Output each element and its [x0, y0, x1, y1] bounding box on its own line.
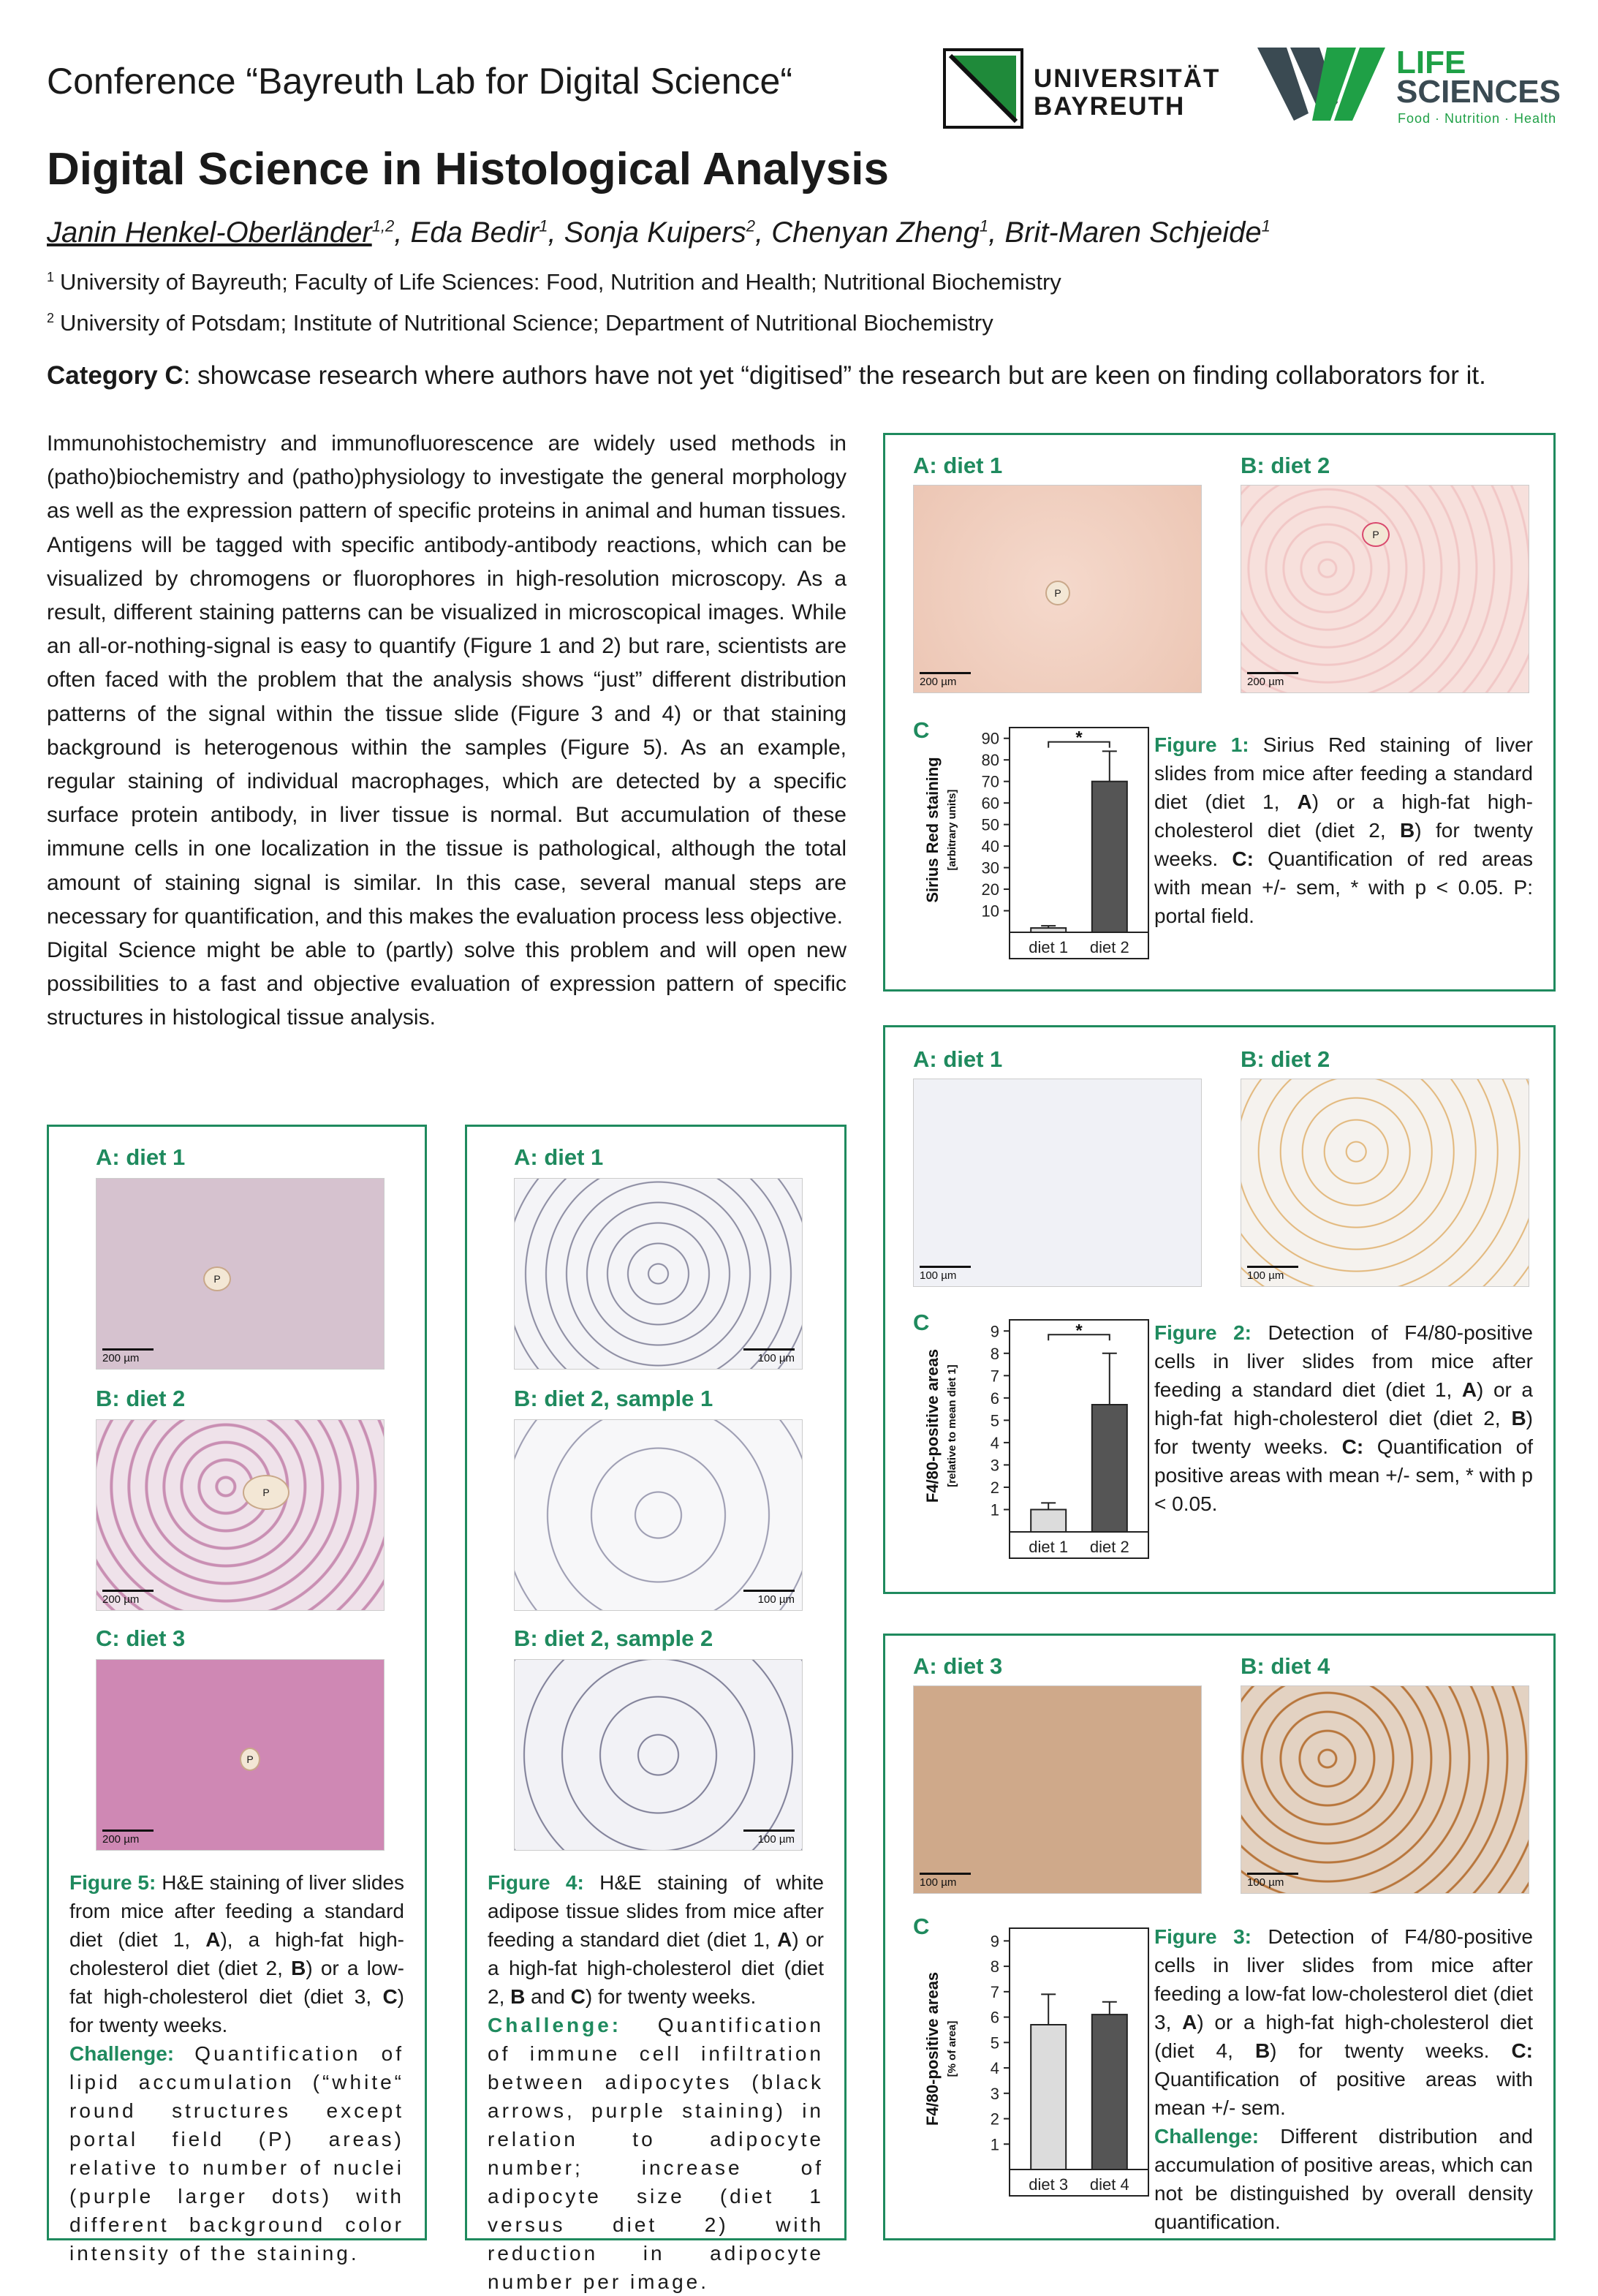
author-separator: ,: [754, 216, 772, 249]
scale-bar: 100 µm: [1247, 1876, 1284, 1889]
ls-name-1: LIFE: [1396, 45, 1466, 80]
y-tick-label: 60: [981, 794, 999, 813]
fig2-image-a: [913, 1079, 1202, 1287]
y-tick-label: 2: [990, 1478, 999, 1497]
y-tick-label: 40: [981, 837, 999, 856]
author-separator: ,: [394, 216, 411, 249]
category-label: diet 3: [1029, 2175, 1069, 2194]
affiliation-1: $^1$ University of Bayreuth; Faculty of Life Sciences: Food, Nutrition and Health; Nutritional Biochemistry: [47, 269, 1061, 295]
portal-field-marker: P: [243, 1475, 289, 1510]
fig4-label-c: B: diet 2, sample 2: [514, 1625, 713, 1651]
fig3-label-b: B: diet 4: [1241, 1653, 1330, 1679]
poster-title: Digital Science in Histological Analysis: [47, 144, 889, 195]
y-tick-label: 70: [981, 772, 999, 791]
author-name: Janin Henkel-Oberländer: [47, 216, 372, 249]
conference-title: Conference “Bayreuth Lab for Digital Science“: [47, 61, 792, 102]
y-tick-label: 30: [981, 858, 999, 877]
y-tick-label: 9: [990, 1322, 999, 1341]
fig1-label-c: C: [913, 717, 930, 743]
portal-field-marker: P: [1045, 581, 1070, 605]
author-name: Sonja Kuipers: [564, 216, 746, 249]
fig5-image-a: [96, 1178, 385, 1370]
fig2-bar-chart: [900, 1305, 1163, 1583]
fig3-caption: Figure 3: Detection of F4/80-positive cells in liver slides from mice after feeding a low-fat low-cholesterol diet (diet 3, A) or a high-fat high-cholesterol diet (diet 4, B) for twenty weeks. C: Quantification of positive areas with mean +/- sem. Challenge: Different distribution and accumulation of positive areas, which can not be distinguished by overall density quantification.: [1154, 1925, 1533, 2233]
figure-2-panel: [883, 1025, 1556, 1594]
bar-diet-1: [1031, 1509, 1066, 1532]
fig2-label-c: C: [913, 1310, 930, 1335]
y-tick-label: 8: [990, 1344, 999, 1363]
scale-bar: 100 µm: [920, 1269, 957, 1282]
fig4-label-b: B: diet 2, sample 1: [514, 1386, 713, 1411]
life-sciences-emblem: [1257, 44, 1389, 124]
scale-bar: 100 µm: [757, 1352, 795, 1364]
figure-3-panel: [883, 1634, 1556, 2240]
y-tick-label: 7: [990, 1982, 999, 2001]
figure-1-panel: [883, 433, 1556, 992]
fig2-image-b: [1241, 1079, 1529, 1287]
bar-diet-1: [1031, 928, 1066, 932]
ls-tagline: Food · Nutrition · Health: [1398, 111, 1557, 126]
portal-field-marker: P: [203, 1266, 231, 1291]
ls-name-2: SCIENCES: [1396, 74, 1561, 110]
author-list: [47, 216, 1271, 249]
scale-bar: 100 µm: [1247, 1269, 1284, 1282]
fig5-label-c: C: diet 3: [96, 1625, 186, 1651]
life-sciences-logo: [1257, 44, 1561, 128]
category-label: diet 2: [1089, 938, 1129, 956]
fig3-label-c: C: [913, 1914, 930, 1939]
y-axis-sublabel: [% of area]: [946, 2020, 958, 2077]
fig1-label-b: B: diet 2: [1241, 453, 1330, 478]
y-tick-label: 4: [990, 2059, 999, 2078]
fig5-label-a: A: diet 1: [96, 1144, 186, 1170]
fig1-caption: Figure 1: Sirius Red staining of liver slides from mice after feeding a standard diet (diet 1, A) or a high-fat high-cholesterol diet (diet 2, B) for twenty weeks. C: Quantification of red areas with mean +/- sem, * with p < 0.05. P: portal field.: [1154, 733, 1534, 927]
fig1-image-b: [1241, 485, 1529, 693]
author-name: Eda Bedir: [410, 216, 539, 249]
y-tick-label: 50: [981, 815, 999, 834]
ubt-name-1: UNIVERSITÄT: [1034, 64, 1221, 93]
author-affiliation-number: 1: [1261, 216, 1271, 235]
fig1-image-a: [913, 485, 1202, 693]
fig4-label-a: A: diet 1: [514, 1144, 604, 1170]
scale-bar: 200 µm: [102, 1352, 140, 1364]
portal-field-marker: P: [240, 1748, 260, 1771]
y-tick-label: 7: [990, 1367, 999, 1386]
figure-4-panel: [465, 1125, 847, 2293]
y-axis-sublabel: [arbitrary units]: [946, 789, 958, 871]
y-tick-label: 90: [981, 729, 999, 748]
bar-diet-2: [1092, 782, 1127, 932]
author-affiliation-number: 1: [539, 216, 548, 235]
fig1-label-a: A: diet 1: [913, 453, 1003, 478]
y-tick-label: 5: [990, 1411, 999, 1430]
y-tick-label: 8: [990, 1957, 999, 1976]
author-separator: ,: [988, 216, 1005, 249]
fig4-image-a: [514, 1178, 803, 1370]
bar-diet-2: [1092, 1405, 1127, 1532]
introduction-text: [47, 427, 847, 1035]
y-tick-label: 3: [990, 1456, 999, 1475]
category-label: diet 1: [1029, 938, 1069, 956]
y-tick-label: 10: [981, 902, 999, 921]
bar-diet-4: [1092, 2014, 1127, 2170]
intro-paragraph-1: Immunohistochemistry and immunofluorescence are widely used methods in (patho)biochemistry and (patho)physiology to investigate the general morphology as well as the expression pattern of specific proteins in animal and human tissues. Antigens will be tagged with specific antibody-antibody reactions, which can be visualized by chromogens or fluorophores in high-resolution microscopy. As a result, different staining patterns can be visualized in microscopical images. While an all-or-nothing-signal is easy to quantify (Figure 1 and 2) but rare, scientists are often faced with the problem that the analysis shows “just” different distribution patterns of the signal within the tissue slide (Figure 3 and 4) or that staining background is heterogenous within the samples (Figure 5). As an example, regular staining of individual macrophages, which are detected by a specific surface protein antibody, in liver tissue is normal. But accumulation of these immune cells in one localization in the tissue is pathological, although the total amount of staining signal is similar. In this case, several manual steps are necessary for quantification, and this makes the evaluation process less objective.: [47, 431, 847, 929]
significance-star: *: [1075, 1321, 1083, 1341]
scale-bar: 200 µm: [102, 1593, 140, 1606]
portal-field-marker: P: [1362, 522, 1390, 547]
y-tick-label: 3: [990, 2084, 999, 2103]
y-axis-label: F4/80-positive areas: [923, 1348, 942, 1503]
category-label: diet 1: [1029, 1538, 1069, 1556]
scale-bar: 100 µm: [757, 1833, 795, 1846]
category-label: diet 2: [1089, 1538, 1129, 1556]
y-tick-label: 4: [990, 1433, 999, 1452]
fig5-image-b: [96, 1419, 385, 1611]
y-axis-label: Sirius Red staining: [923, 757, 942, 903]
fig1-bar-chart: [900, 713, 1163, 983]
y-tick-label: 1: [990, 1500, 999, 1519]
author-separator: ,: [548, 216, 564, 249]
fig2-label-a: A: diet 1: [913, 1046, 1003, 1072]
y-tick-label: 5: [990, 2033, 999, 2053]
y-tick-label: 9: [990, 1932, 999, 1951]
fig5-caption: Figure 5: H&E staining of liver slides from mice after feeding a standard diet (diet 1, A), a high-fat high-cholesterol diet (diet 2, B) or a low-fat high-cholesterol diet (diet 3, C) for twenty weeks. Challenge: Quantification of lipid accumulation (“white“ round structures except portal field (P) areas) relative to number of nuclei (purple larger dots) with different background color intensity of the staining.: [69, 1871, 404, 2265]
y-axis-sublabel: [relative to mean diet 1]: [946, 1364, 958, 1487]
y-tick-label: 20: [981, 880, 999, 899]
y-tick-label: 1: [990, 2135, 999, 2154]
author-affiliation-number: 1: [979, 216, 989, 235]
bar-diet-3: [1031, 2025, 1066, 2170]
fig5-image-c: [96, 1659, 385, 1851]
scale-bar: 100 µm: [920, 1876, 957, 1889]
ubt-name-2: BAYREUTH: [1034, 92, 1186, 121]
y-tick-label: 80: [981, 751, 999, 770]
fig4-image-b: [514, 1419, 803, 1611]
y-tick-label: 6: [990, 1389, 999, 1408]
significance-star: *: [1075, 728, 1083, 748]
y-tick-label: 2: [990, 2110, 999, 2129]
fig3-image-b: [1241, 1685, 1529, 1894]
affiliation-2: $^2$ University of Potsdam; Institute of Nutritional Science; Department of Nutritional Biochemistry: [47, 310, 993, 336]
author-affiliation-number: 2: [746, 216, 755, 235]
author-name: Chenyan Zheng: [771, 216, 980, 249]
fig3-bar-chart: [900, 1914, 1163, 2221]
university-bayreuth-logo: [943, 48, 1250, 132]
fig3-image-a: [913, 1685, 1202, 1894]
y-tick-label: 6: [990, 2008, 999, 2027]
scale-bar: 100 µm: [757, 1593, 795, 1606]
scale-bar: 200 µm: [102, 1833, 140, 1846]
y-axis-label: F4/80-positive areas: [923, 1971, 942, 2126]
intro-paragraph-2: Digital Science might be able to (partly) solve this problem and will open new possibilities to a fast and objective evaluation of expression pattern of specific structures in histological tissue analysis.: [47, 938, 847, 1030]
fig5-label-b: B: diet 2: [96, 1386, 186, 1411]
fig4-image-c: [514, 1659, 803, 1851]
scale-bar: 200 µm: [920, 676, 957, 688]
scale-bar: 200 µm: [1247, 676, 1284, 688]
category-label: diet 4: [1089, 2175, 1129, 2194]
category-line: Category C: showcase research where authors have not yet “digitised” the research but are keen on finding collaborators for it.: [47, 361, 1486, 390]
author-affiliation-number: 1,2: [371, 216, 395, 235]
fig2-label-b: B: diet 2: [1241, 1046, 1330, 1072]
fig3-label-a: A: diet 3: [913, 1653, 1003, 1679]
fig4-caption: Figure 4: H&E staining of white adipose tissue slides from mice after feeding a standard diet (diet 1, A) or a high-fat high-cholesterol diet (diet 2, B and C) for twenty weeks. Challenge: Quantification of immune cell infiltration between adipocytes (black arrows, purple staining) in relation to adipocyte number; increase of adipocyte size (diet 1 versus diet 2) with reduction in adipocyte number per image.: [488, 1871, 825, 2293]
fig2-caption: Figure 2: Detection of F4/80-positive cells in liver slides from mice after feeding a standard diet (diet 1, A) or a high-fat high-cholesterol diet (diet 2, B) for twenty weeks. C: Quantification of positive areas with mean +/- sem, * with p < 0.05.: [1154, 1321, 1533, 1515]
figure-5-panel: [47, 1125, 427, 2265]
author-name: Brit-Maren Schjeide: [1004, 216, 1262, 249]
